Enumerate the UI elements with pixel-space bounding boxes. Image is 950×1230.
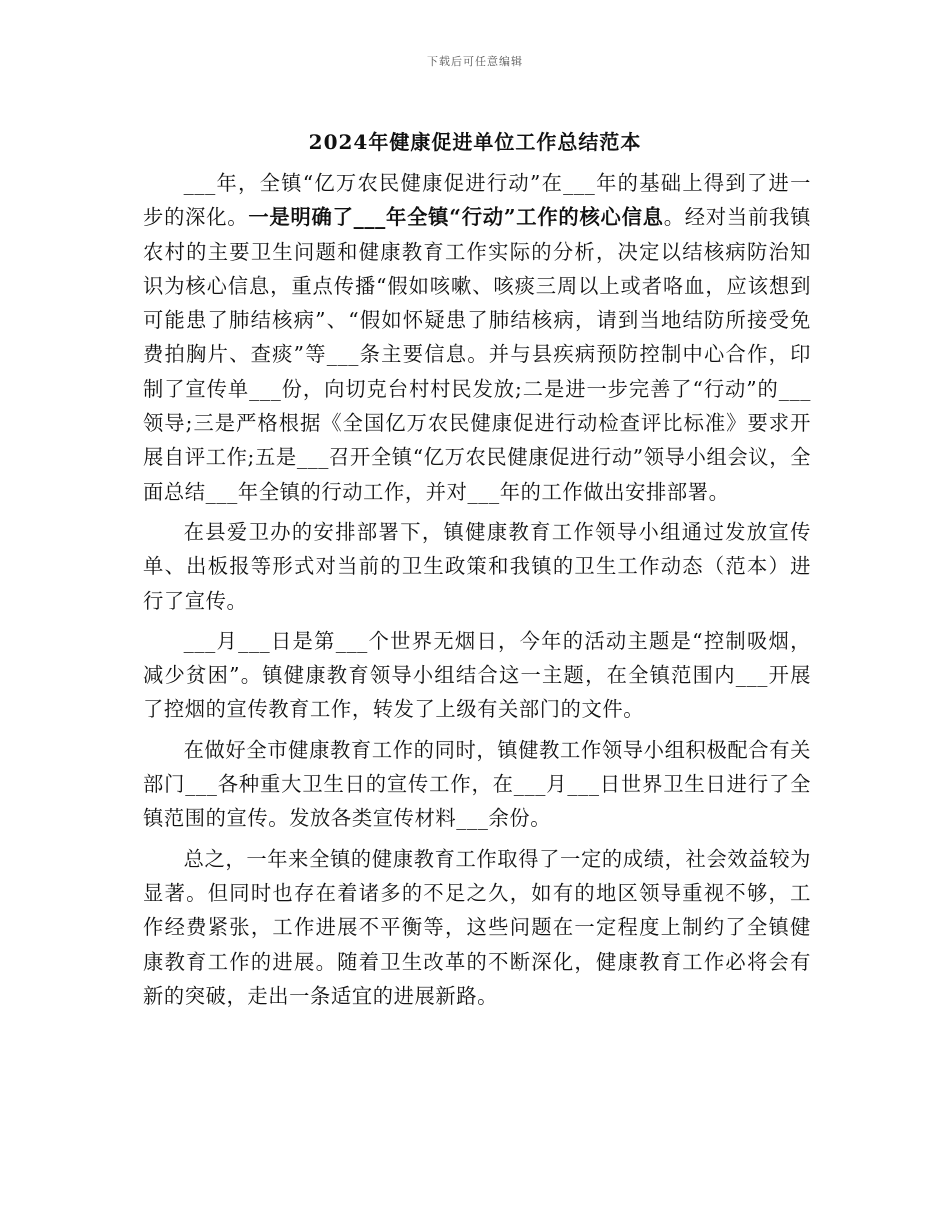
paragraph-5: 总之，一年来全镇的健康教育工作取得了一定的成绩，社会效益较为显著。但同时也存在着诸多的不足之久，如有的地区领导重视不够，工作经费紧张，工作进展不平衡等，这些问题在一定程度上制约了全镇健康教育工作的进展。随着卫生改革的不断深化，健康教育工作必将会有新的突破，走出一条适宜的进展新路。: [143, 846, 811, 1008]
paragraph-1-bold-point: 一是明确了___年全镇“行动”工作的核心信息: [248, 205, 664, 230]
paragraph-3: ___月___日是第___个世界无烟日，今年的活动主题是“控制吸烟，减少贫困”。镇健康教育领导小组结合这一主题，在全镇范围内___开展了控烟的宣传教育工作，转发了上级有关部门的文件。: [143, 628, 811, 722]
page-header: 下载后可任意编辑: [427, 55, 523, 68]
paragraph-1-intro: ___年，全镇“亿万农民健康促进行动”在___年的基础上得到了进一步的深化。: [143, 171, 811, 230]
document-title: 2024年健康促进单位工作总结范本: [308, 130, 642, 154]
paragraph-2: 在县爱卫办的安排部署下，镇健康教育工作领导小组通过发放宣传单、出板报等形式对当前的卫生政策和我镇的卫生工作动态（范本）进行了宣传。: [143, 519, 811, 613]
document-body: [143, 166, 811, 1019]
paragraph-1: [143, 166, 811, 509]
paragraph-1-rest: 。经对当前我镇农村的主要卫生问题和健康教育工作实际的分析，决定以结核病防治知识为核心信息，重点传播“假如咳嗽、咳痰三周以上或者咯血，应该想到可能患了肺结核病”、“假如怀疑患了肺结核病，请到当地结防所接受免费拍胸片、查痰”等___条主要信息。并与县疾病预防控制中心合作，印制了宣传单___份，向切克台村村民发放;二是进一步完善了“行动”的___领导;三是严格根据《全国亿万农民健康促进行动检查评比标准》要求开展自评工作;五是___召开全镇“亿万农民健康促进行动”领导小组会议，全面总结___年全镇的行动工作，并对___年的工作做出安排部署。: [143, 205, 811, 504]
paragraph-4: 在做好全市健康教育工作的同时，镇健教工作领导小组积极配合有关部门___各种重大卫生日的宣传工作，在___月___日世界卫生日进行了全镇范围的宣传。发放各类宣传材料___余份。: [143, 737, 811, 831]
